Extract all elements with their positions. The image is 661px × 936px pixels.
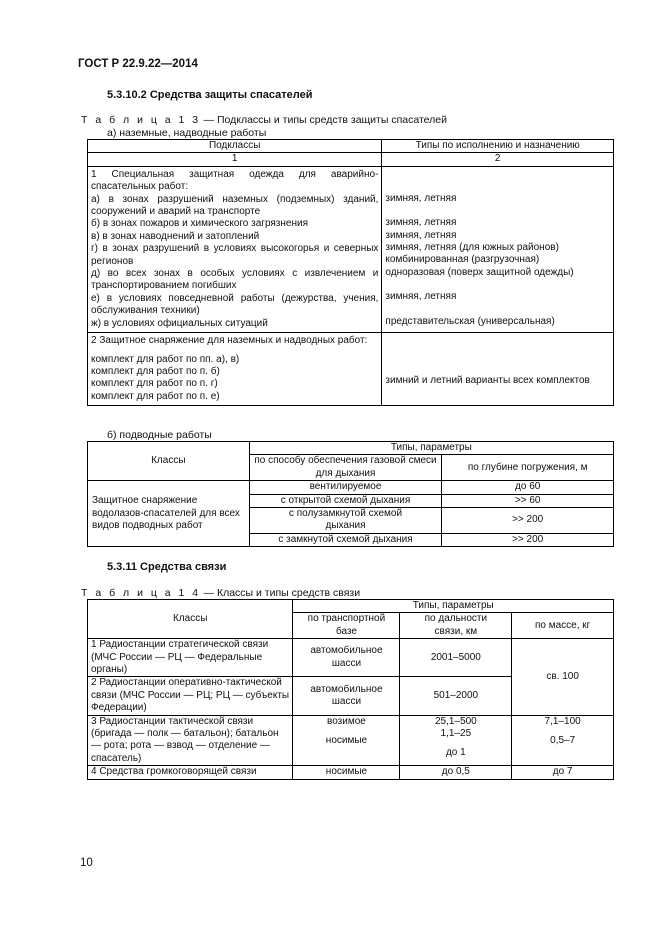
table-row [88, 481, 614, 494]
table13b [87, 441, 614, 547]
table13b-depth-2: >> 60 [442, 494, 614, 507]
table-row [88, 639, 614, 677]
list-item: зимняя, летняя [385, 217, 457, 229]
table13 [87, 139, 614, 406]
list-item: зимняя, летняя [385, 192, 457, 204]
table13b-col-gas: по способу обеспечения газовой смеси для дыхания [249, 455, 442, 481]
list-item: одноразовая (поверх защитной одежды) [385, 266, 574, 278]
table14-col-types: Типы, параметры [293, 600, 614, 613]
table-row [88, 766, 614, 779]
table13-header-row [88, 140, 614, 153]
table14-col-classes: Классы [88, 600, 293, 639]
table14-col-range: по дальности связи, км [400, 613, 512, 639]
list-item: в) в зонах наводнений и затоплений [91, 230, 260, 242]
section-heading-5-3-11: 5.3.11 Средства связи [107, 561, 227, 573]
table-row [88, 333, 614, 406]
table-row [88, 715, 614, 766]
table14-row4-mass: до 7 [512, 766, 614, 779]
table13-row1-left [88, 166, 382, 332]
table13-col-types: Типы по исполнению и назначению [382, 140, 614, 153]
table13-col-subclasses: Подклассы [88, 140, 382, 153]
table13b-method-4: с замкнутой схемой дыхания [249, 533, 442, 546]
list-item: зимняя, летняя [385, 229, 457, 241]
table13-number-row [88, 153, 614, 166]
table14 [87, 599, 614, 780]
table14-row4-range: до 0,5 [400, 766, 512, 779]
table13b-class-name: Защитное снаряжение водолазов-спасателей для всех видов подводных работ [88, 481, 250, 547]
doc-header: ГОСТ Р 22.9.22—2014 [78, 58, 198, 70]
table14-header-row [88, 600, 614, 613]
table13-subcaption: а) наземные, надводные работы [107, 127, 267, 139]
table14-row1-class: 1 Радиостанции стратегической связи (МЧС России — РЦ — Федеральные органы) [88, 639, 293, 677]
list-item: комбинированная (разгрузочная) [385, 254, 540, 266]
table14-col-mass: по массе, кг [512, 613, 614, 639]
table-row [88, 166, 614, 332]
list-item: б) в зонах пожаров и химического загрязнения [91, 218, 309, 230]
table13b-depth-4: >> 200 [442, 533, 614, 546]
table13b-col-types: Типы, параметры [249, 442, 613, 455]
list-item: зимняя, летняя [385, 291, 457, 303]
table14-col-base: по транспортной базе [293, 613, 400, 639]
list-item: комплект для работ по п. г) [91, 378, 218, 390]
table13b-col-classes: Классы [88, 442, 250, 481]
list-item: е) в условиях повседневной работы (дежурства, учения, обслуживания техники) [91, 292, 379, 317]
section-heading-5-3-10-2: 5.3.10.2 Средства защиты спасателей [107, 89, 313, 101]
list-item: 2 Защитное снаряжение для наземных и надводных работ: [91, 335, 368, 347]
list-item: 1 Специальная защитная одежда для аварийно-спасательных работ: [91, 168, 379, 193]
table14-title: — Классы и типы средств связи [200, 587, 361, 599]
list-item: зимняя, летняя (для южных районов) [385, 242, 559, 254]
table14-label: Т а б л и ц а 1 4 [81, 587, 201, 599]
list-item: г) в зонах разрушений в условиях высокогорья и северных регионов [91, 243, 379, 267]
table13-num-1: 1 [88, 153, 382, 166]
table13b-depth-3: >> 200 [442, 508, 614, 534]
table13b-header-row [88, 442, 614, 455]
table14-row3-range: 25,1–500 1,1–25 до 1 [400, 715, 512, 766]
table13b-depth-1: до 60 [442, 481, 614, 494]
table13-caption [81, 114, 447, 126]
list-item: а) в зонах разрушений наземных (подземных) зданий, сооружений и аварий на транспорте [91, 193, 379, 218]
table13-label: Т а б л и ц а 1 3 [81, 114, 201, 126]
list-item: д) во всех зонах в особых условиях с извлечением и транспортированием погибших [91, 268, 379, 292]
table13b-subcaption: б) подводные работы [107, 429, 212, 441]
table13b-method-3: с полузамкнутой схемой дыхания [249, 508, 442, 534]
table13-row2-right: зимний и летний варианты всех комплектов [382, 333, 614, 406]
table14-row3-class: 3 Радиостанции тактической связи (бригада — полк — батальон); батальон — рота; рота — взвод — отделение — спасатель) [88, 715, 293, 766]
table14-row4-class: 4 Средства громкоговорящей связи [88, 766, 293, 779]
list-item: комплект для работ по п. б) [91, 365, 220, 377]
table14-row2-range: 501–2000 [400, 677, 512, 715]
table13b-col-depth: по глубине погружения, м [442, 455, 614, 481]
table14-row4-base: носимые [293, 766, 400, 779]
list-item: ж) в условиях официальных ситуаций [91, 317, 268, 329]
table14-mass-shared: св. 100 [512, 639, 614, 715]
table14-row2-base: автомобильное шасси [293, 677, 400, 715]
table13-row2-left [88, 333, 382, 406]
table13-title: — Подклассы и типы средств защиты спасателей [200, 114, 447, 126]
table14-row1-range: 2001–5000 [400, 639, 512, 677]
list-item: комплект для работ по пп. а), в) [91, 353, 240, 365]
table14-row3-mass: 7,1–100 0,5–7 [512, 715, 614, 766]
table14-caption [81, 587, 360, 599]
table13b-method-2: с открытой схемой дыхания [249, 494, 442, 507]
table14-row3-base: возимое носимые [293, 715, 400, 766]
list-item: комплект для работ по п. е) [91, 390, 220, 402]
table13b-method-1: вентилируемое [249, 481, 442, 494]
table13-row1-right [382, 166, 614, 332]
list-item: представительская (универсальная) [385, 315, 555, 327]
table13-num-2: 2 [382, 153, 614, 166]
table14-row1-base: автомобильное шасси [293, 639, 400, 677]
page-number: 10 [80, 857, 93, 869]
table14-row2-class: 2 Радиостанции оперативно-тактической связи (МЧС России — РЦ; РЦ — субъекты Федерации) [88, 677, 293, 715]
